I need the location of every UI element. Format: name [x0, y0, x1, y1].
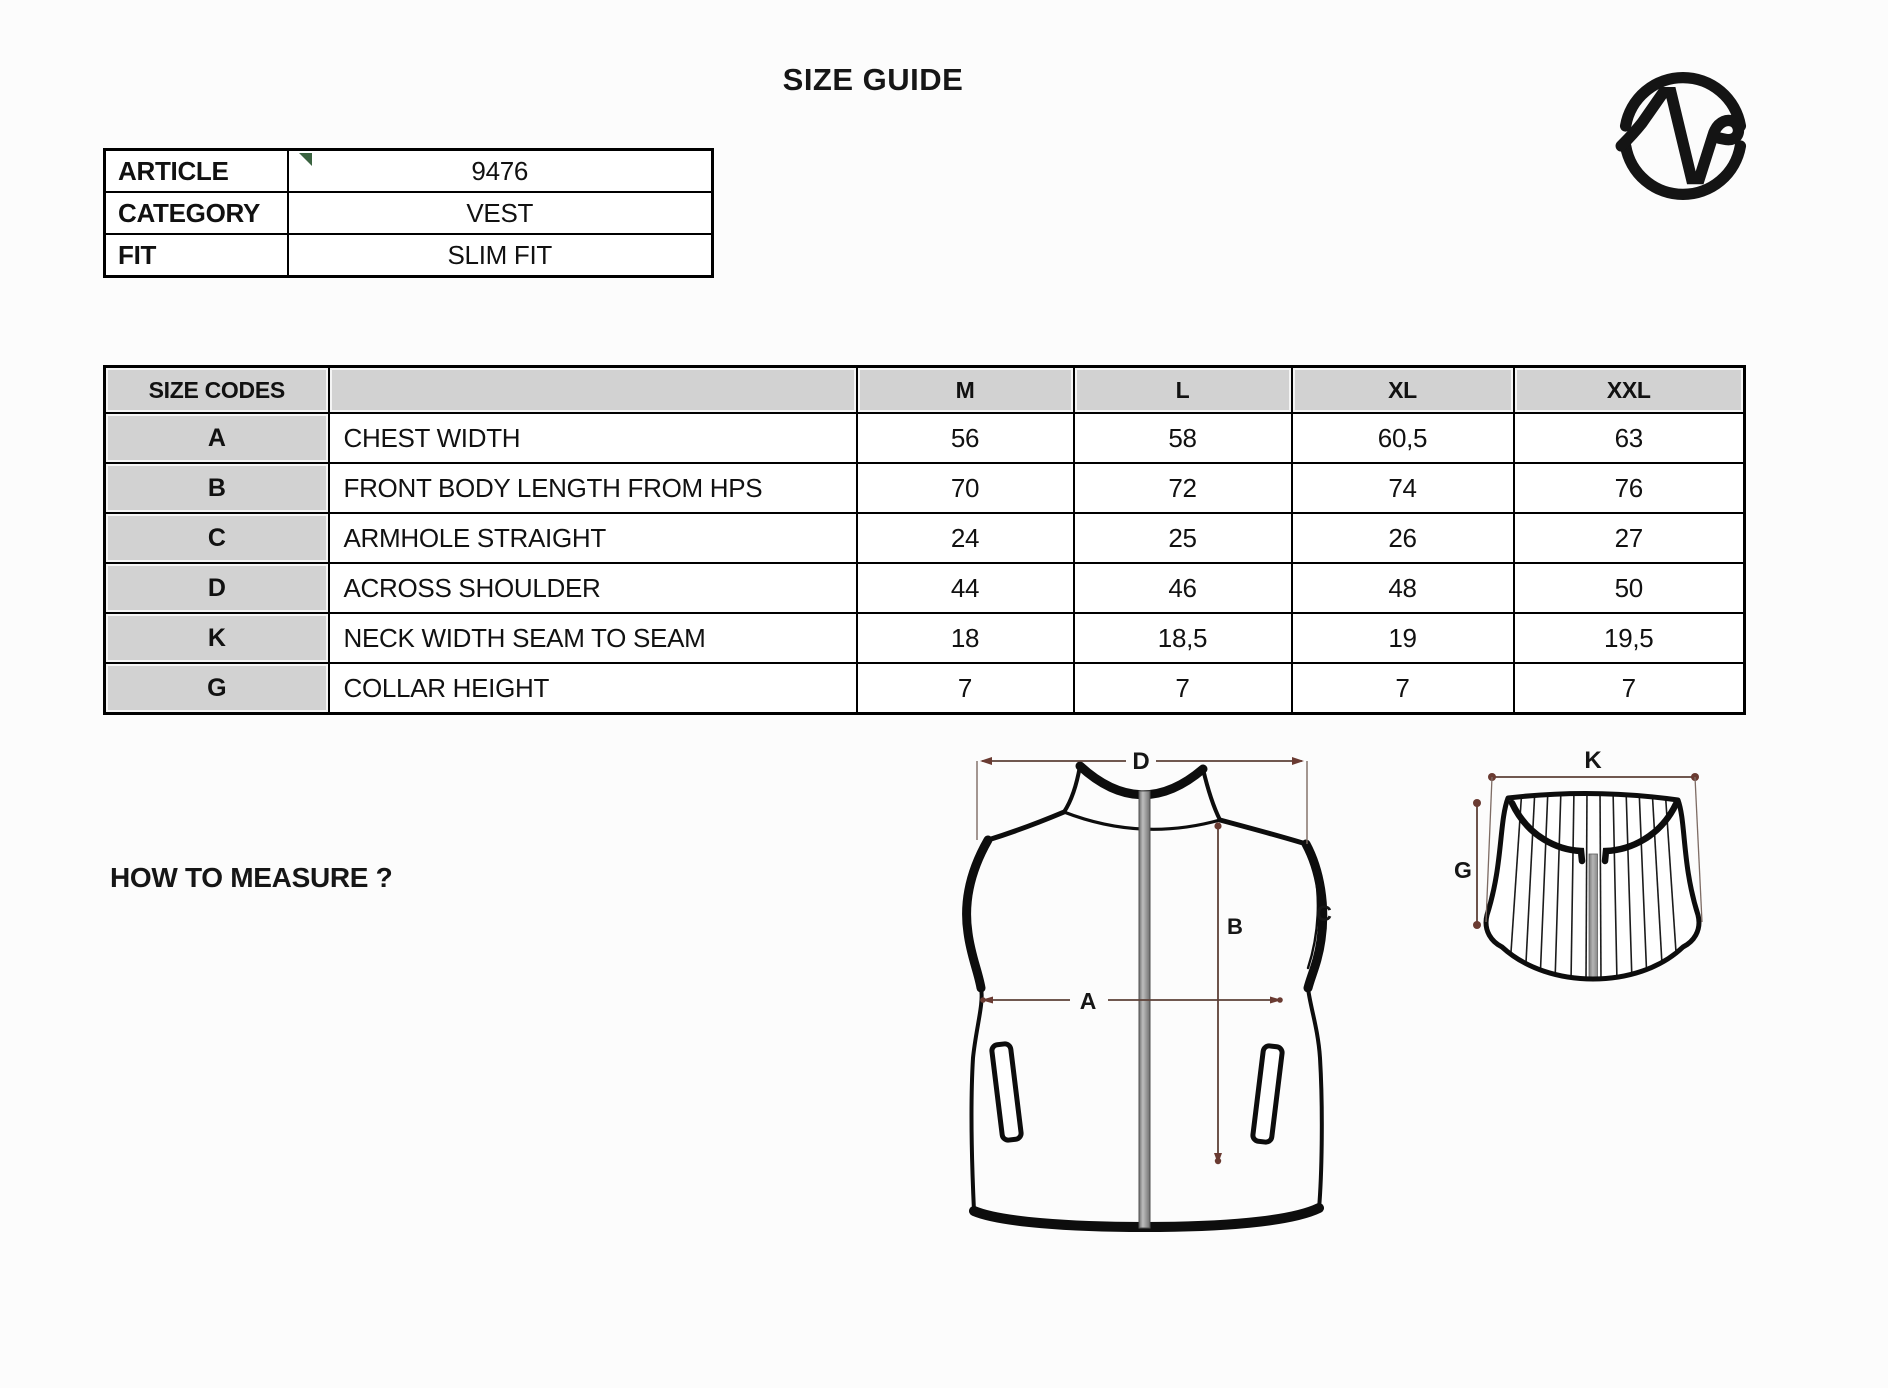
info-value-fit: SLIM FIT — [288, 234, 713, 277]
size-header-m: M — [857, 367, 1074, 414]
value-cell: 25 — [1074, 513, 1292, 563]
size-code-cell: C — [105, 513, 329, 563]
arrow-b-dot-top — [1214, 822, 1221, 829]
measurement-name-cell: NECK WIDTH SEAM TO SEAM — [329, 613, 857, 663]
article-info-table — [103, 148, 714, 278]
measurement-name-cell: FRONT BODY LENGTH FROM HPS — [329, 463, 857, 513]
value-cell: 7 — [1292, 663, 1514, 714]
info-row-category — [105, 192, 713, 234]
vest-diagram — [930, 728, 1360, 1268]
how-to-measure-heading: HOW TO MEASURE ? — [110, 862, 393, 893]
label-b: B — [1227, 914, 1243, 939]
measurement-name-cell: ACROSS SHOULDER — [329, 563, 857, 613]
size-header-xxl: XXL — [1514, 367, 1745, 414]
left-side-seam — [971, 988, 981, 1211]
measurement-name-cell: ARMHOLE STRAIGHT — [329, 513, 857, 563]
size-row-g — [105, 663, 1745, 714]
collar-left-edge — [1064, 766, 1080, 812]
value-cell: 27 — [1514, 513, 1745, 563]
collar-diagram — [1430, 730, 1760, 1010]
arrow-d-head-left — [980, 757, 992, 765]
value-cell: 48 — [1292, 563, 1514, 613]
label-c: C — [1316, 901, 1332, 926]
value-cell: 44 — [857, 563, 1074, 613]
info-label-article: ARTICLE — [105, 150, 288, 193]
size-row-d — [105, 563, 1745, 613]
arrow-g-dot-bottom — [1473, 921, 1481, 929]
brand-logo-icon — [1612, 64, 1754, 208]
info-value-category: VEST — [288, 192, 713, 234]
size-row-k — [105, 613, 1745, 663]
info-row-article — [105, 150, 713, 193]
info-label-fit: FIT — [105, 234, 288, 277]
size-codes-header: SIZE CODES — [105, 367, 329, 414]
info-row-fit — [105, 234, 713, 277]
value-cell: 58 — [1074, 413, 1292, 463]
size-row-a — [105, 413, 1745, 463]
value-cell: 72 — [1074, 463, 1292, 513]
size-chart-table — [103, 365, 1746, 715]
value-cell: 7 — [857, 663, 1074, 714]
info-label-category: CATEGORY — [105, 192, 288, 234]
arrow-d-head-right — [1292, 757, 1304, 765]
value-cell: 50 — [1514, 563, 1745, 613]
value-cell: 60,5 — [1292, 413, 1514, 463]
pocket-right — [1252, 1045, 1283, 1143]
collar-right-edge — [1203, 769, 1220, 820]
info-value-article-text: 9476 — [471, 155, 529, 186]
right-side-seam — [1308, 988, 1322, 1209]
measurement-name-cell: CHEST WIDTH — [329, 413, 857, 463]
info-value-article — [288, 150, 713, 193]
size-code-cell: D — [105, 563, 329, 613]
arrow-b-dot-bottom — [1215, 1158, 1221, 1164]
cell-comment-marker — [299, 153, 312, 166]
arrow-g-dot-top — [1473, 799, 1481, 807]
size-code-cell: A — [105, 413, 329, 463]
value-cell: 46 — [1074, 563, 1292, 613]
page-title: SIZE GUIDE — [782, 62, 964, 97]
measurement-header-empty — [329, 367, 857, 414]
arrow-a-dot-left — [980, 997, 986, 1003]
right-shoulder — [1220, 820, 1306, 844]
value-cell: 76 — [1514, 463, 1745, 513]
pocket-left — [991, 1043, 1022, 1141]
size-code-cell: B — [105, 463, 329, 513]
label-a: A — [1079, 988, 1097, 1014]
value-cell: 26 — [1292, 513, 1514, 563]
value-cell: 7 — [1514, 663, 1745, 714]
label-d: D — [1132, 748, 1150, 775]
left-armhole — [967, 840, 988, 988]
size-row-b — [105, 463, 1745, 513]
size-code-cell: K — [105, 613, 329, 663]
value-cell: 24 — [857, 513, 1074, 563]
value-cell: 19 — [1292, 613, 1514, 663]
value-cell: 18 — [857, 613, 1074, 663]
size-header-l: L — [1074, 367, 1292, 414]
label-k: K — [1584, 747, 1602, 774]
measurement-name-cell: COLLAR HEIGHT — [329, 663, 857, 714]
value-cell: 63 — [1514, 413, 1745, 463]
value-cell: 70 — [857, 463, 1074, 513]
size-header-xl: XL — [1292, 367, 1514, 414]
value-cell: 7 — [1074, 663, 1292, 714]
label-g: G — [1454, 857, 1472, 883]
value-cell: 18,5 — [1074, 613, 1292, 663]
value-cell: 19,5 — [1514, 613, 1745, 663]
value-cell: 56 — [857, 413, 1074, 463]
size-code-cell: G — [105, 663, 329, 714]
arrow-a-dot-right — [1277, 997, 1283, 1003]
size-chart-header-row — [105, 367, 1745, 414]
left-shoulder — [988, 812, 1064, 840]
value-cell: 74 — [1292, 463, 1514, 513]
zipper — [1139, 791, 1150, 1228]
size-row-c — [105, 513, 1745, 563]
collar-zipper — [1589, 854, 1598, 978]
